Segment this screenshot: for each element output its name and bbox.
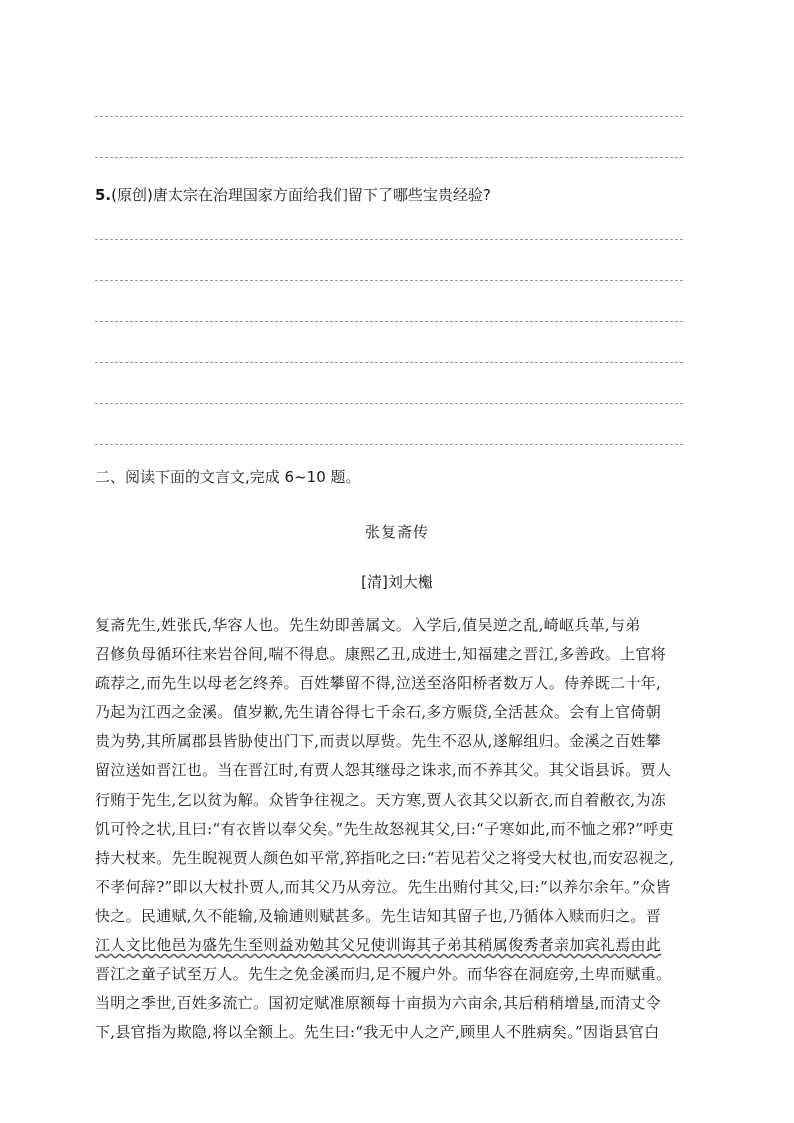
- question-text: (原创)唐太宗在治理国家方面给我们留下了哪些宝贵经验?: [111, 186, 491, 204]
- passage-line: 不孝何辞?”即以大杖扑贾人,而其父乃从旁泣。先生出贿付其父,曰:“以养尔余年。”众皆: [95, 877, 671, 896]
- passage-title: 张复斋传: [364, 523, 429, 541]
- passage-line: 持大杖来。先生睨视贾人颜色如平常,猝指叱之曰:“若见若父之将受大杖也,而安忍视之,: [95, 848, 675, 867]
- passage-line: 留泣送如晋江也。当在晋江时,有贾人怨其继母之诛求,而不养其父。其父诣县诉。贾人: [95, 761, 672, 780]
- passage-line: 复斋先生,姓张氏,华容人也。先生幼即善属文。入学后,值吴逆之乱,崎岖兵革,与弟: [95, 616, 641, 634]
- passage-author: [清]刘大櫆: [361, 573, 433, 591]
- answer-line: [95, 239, 683, 240]
- passage-line: 晋江之童子试至万人。先生之免金溪而归,足不履户外。而华容在洞庭旁,土卑而赋重。: [95, 965, 672, 984]
- section-heading: 二、阅读下面的文言文,完成 6~10 题。: [95, 468, 361, 486]
- passage-line-underlined: 江人文比他邑为盛先生至则益劝勉其父兄使训诲其子弟其稍属俊秀者亲加宾礼焉由此: [95, 936, 662, 955]
- passage-line: 召修负母循环往来岩谷间,喘不得息。康熙乙丑,成进士,知福建之晋江,多善政。上官将: [95, 645, 667, 664]
- question-number: 5.: [95, 186, 112, 204]
- passage-line: 贵为势,其所属郡县皆胁使出门下,而责以厚赀。先生不忍从,遂解组归。金溪之百姓攀: [95, 732, 662, 751]
- passage-line: 下,县官指为欺隐,将以全额上。先生曰:“我无中人之产,顾里人不胜病矣。”因诣县官白: [95, 1023, 660, 1042]
- passage-line: 疏荐之,而先生以母老乞终养。百姓攀留不得,泣送至洛阳桥者数万人。侍养既二十年,: [95, 674, 662, 693]
- answer-line: [95, 280, 683, 281]
- passage-line: 行贿于先生,乞以贫为解。众皆争往视之。天方寒,贾人衣其父以新衣,而自着敝衣,为冻: [95, 790, 667, 809]
- question-5: [95, 184, 695, 205]
- answer-line: [95, 116, 683, 117]
- passage-line: 当明之季世,百姓多流亡。国初定赋准原额每十亩损为六亩余,其后稍稍增垦,而清丈令: [95, 994, 662, 1013]
- answer-line: [95, 362, 683, 363]
- passage-body: [95, 611, 685, 1047]
- passage-line: 快之。民逋赋,久不能输,及输逋则赋甚多。先生诘知其留子也,乃循体入赎而归之。晋: [95, 906, 662, 925]
- answer-line: [95, 321, 683, 322]
- answer-line: [95, 403, 683, 404]
- passage-line: 乃起为江西之金溪。值岁歉,先生请谷得七千余石,多方赈贷,全活甚众。会有上官倚朝: [95, 703, 662, 722]
- answer-line: [95, 157, 683, 158]
- answer-line: [95, 444, 683, 445]
- passage-line: 饥可怜之状,且曰:“有衣皆以奉父矣。”先生故怒视其父,曰:“子寒如此,而不恤之邪?”呼吏: [95, 819, 674, 838]
